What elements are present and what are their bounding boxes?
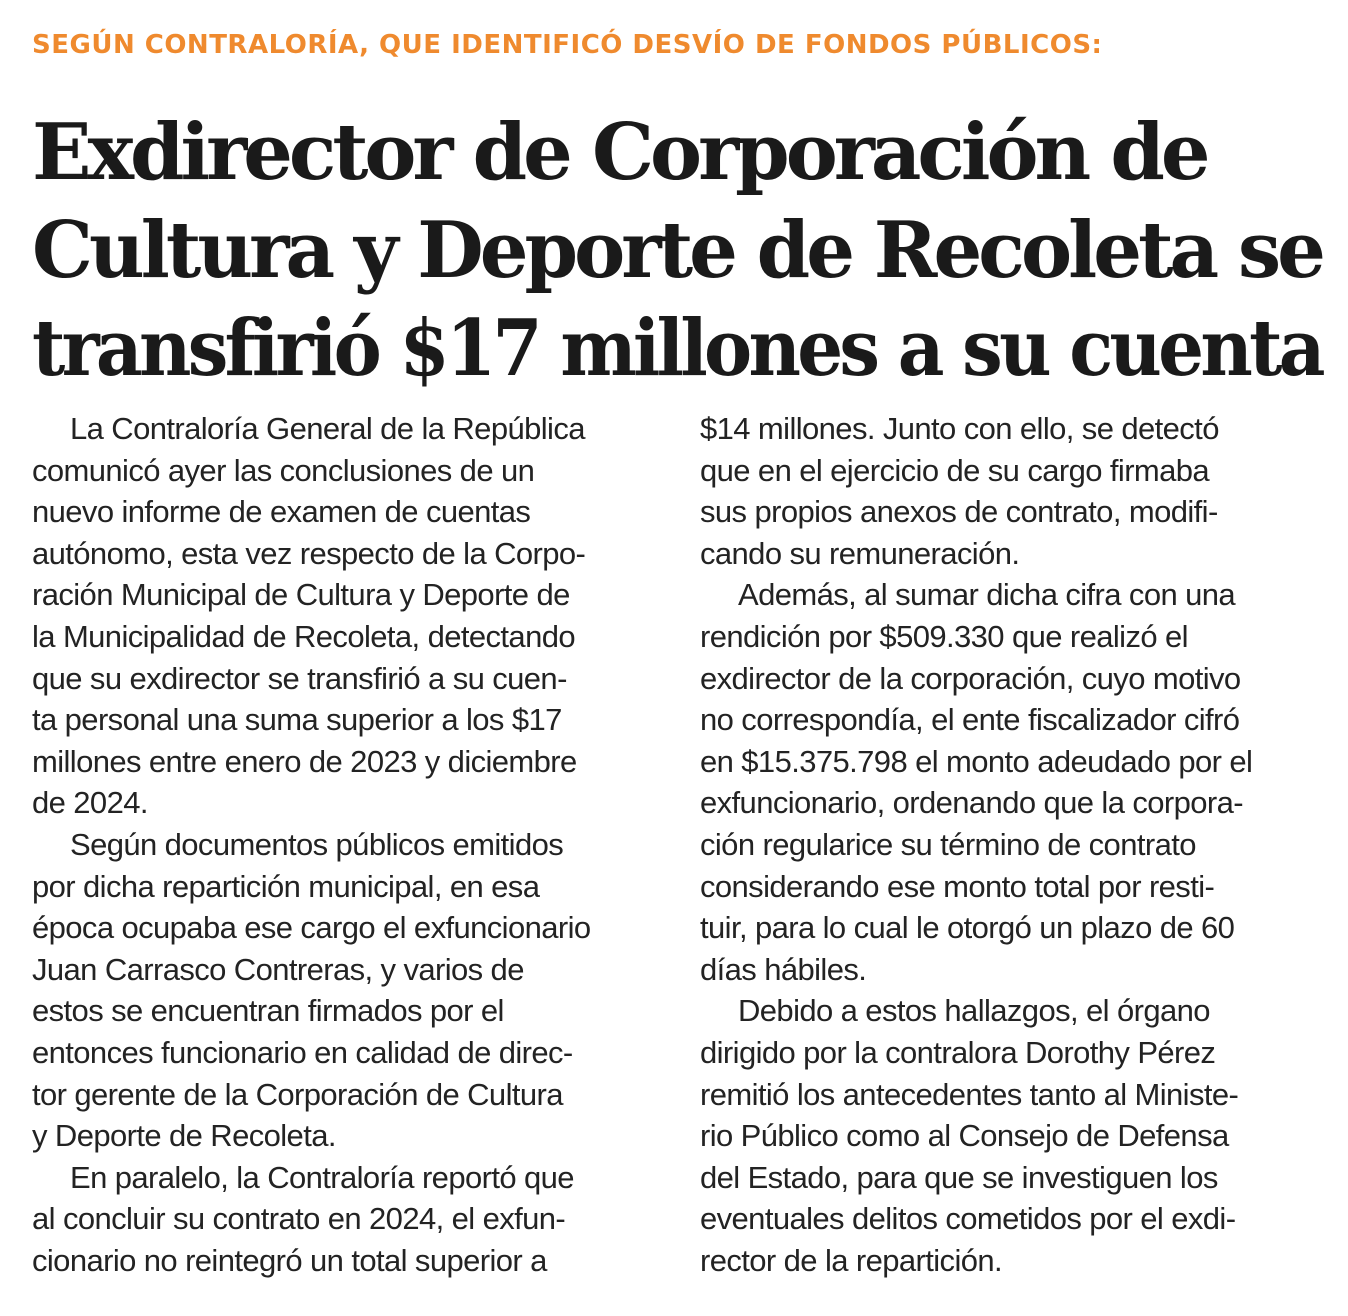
body-line: millones entre enero de 2023 y diciembre — [32, 743, 577, 779]
body-line: días hábiles. — [700, 951, 867, 987]
body-column-right — [700, 408, 1330, 1281]
body-line: y Deporte de Recoleta. — [32, 1118, 336, 1154]
body-line: $14 millones. Junto con ello, se detectó — [700, 411, 1219, 446]
body-line: considerando ese monto total por resti- — [700, 868, 1215, 904]
body-line: entonces funcionario en calidad de direc- — [32, 1034, 573, 1070]
body-line: rio Público como al Consejo de Defensa — [700, 1118, 1229, 1154]
body-line: tor gerente de la Corporación de Cultura — [32, 1076, 563, 1112]
headline-line: Cultura y Deporte de Recoleta se — [32, 205, 1322, 296]
body-line: ta personal una suma superior a los $17 — [32, 702, 562, 738]
body-line: La Contraloría General de la República — [70, 411, 585, 446]
body-line: de 2024. — [32, 785, 148, 821]
body-line: nuevo informe de examen de cuentas — [32, 494, 531, 530]
article-headline — [32, 104, 1332, 398]
body-line: remitió los antecedentes tanto al Ministe- — [700, 1076, 1239, 1112]
headline-line: Exdirector de Corporación de — [32, 107, 1207, 198]
body-line: cionario no reintegró un total superior a — [32, 1242, 547, 1278]
body-line: ción regularice su término de contrato — [700, 826, 1196, 862]
body-line: cando su remuneración. — [700, 535, 1020, 571]
body-line: autónomo, esta vez respecto de la Corpo- — [32, 535, 586, 571]
body-line: comunicó ayer las conclusiones de un — [32, 452, 535, 488]
body-line: exfuncionario, ordenando que la corpora- — [700, 785, 1243, 821]
body-line: Debido a estos hallazgos, el órgano — [738, 993, 1210, 1029]
article-kicker: SEGÚN CONTRALORÍA, QUE IDENTIFICÓ DESVÍO DE FONDOS PÚBLICOS: — [32, 30, 1103, 60]
body-line: en $15.375.798 el monto adeudado por el — [700, 743, 1253, 779]
body-line: la Municipalidad de Recoleta, detectando — [32, 618, 575, 654]
body-line: Además, al sumar dicha cifra con una — [738, 577, 1236, 613]
body-line: dirigido por la contralora Dorothy Pérez — [700, 1034, 1216, 1070]
body-line: que en el ejercicio de su cargo firmaba — [700, 452, 1210, 488]
body-line: eventuales delitos cometidos por el exdi- — [700, 1201, 1236, 1237]
body-line: Juan Carrasco Contreras, y varios de — [32, 951, 524, 987]
body-column-left — [32, 408, 652, 1281]
body-line: por dicha repartición municipal, en esa — [32, 868, 540, 904]
body-line: exdirector de la corporación, cuyo motivo — [700, 660, 1241, 696]
body-line: del Estado, para que se investiguen los — [700, 1159, 1218, 1195]
body-line: rector de la repartición. — [700, 1242, 1003, 1278]
body-line: estos se encuentran firmados por el — [32, 993, 504, 1029]
body-line: época ocupaba ese cargo el exfuncionario — [32, 910, 591, 946]
body-line: En paralelo, la Contraloría reportó que — [70, 1159, 574, 1195]
body-line: Según documentos públicos emitidos — [70, 826, 564, 862]
body-line: ración Municipal de Cultura y Deporte de — [32, 577, 570, 613]
headline-line: transfirió $17 millones a su cuenta — [32, 303, 1322, 394]
body-line: al concluir su contrato en 2024, el exfun- — [32, 1201, 566, 1237]
body-line: tuir, para lo cual le otorgó un plazo de 60 — [700, 910, 1235, 946]
body-line: que su exdirector se transfirió a su cuen- — [32, 660, 567, 696]
body-line: no correspondía, el ente fiscalizador cifró — [700, 702, 1240, 738]
body-line: rendición por $509.330 que realizó el — [700, 618, 1188, 654]
body-line: sus propios anexos de contrato, modifi- — [700, 494, 1218, 530]
